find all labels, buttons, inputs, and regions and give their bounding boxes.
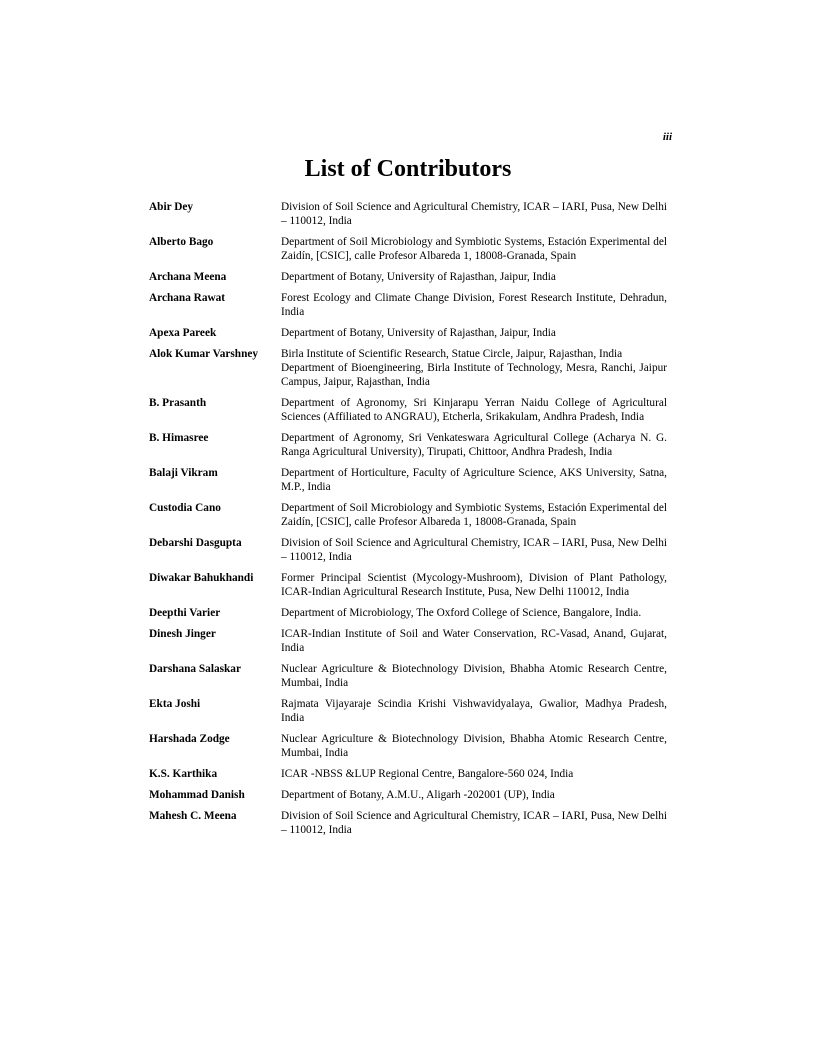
contributor-name: Abir Dey — [149, 201, 194, 213]
contributor-name: Balaji Vikram — [149, 467, 218, 479]
contributor-affiliation — [281, 606, 667, 620]
contributor-entry — [149, 697, 667, 725]
contributor-affiliation — [281, 466, 667, 494]
contributor-name: Alok Kumar Varshney — [149, 348, 259, 360]
contributor-entry — [149, 732, 667, 760]
affiliation-text: Department of Agronomy, Sri Venkateswara Agricultural College (Acharya N. G. Ranga Agricultural University), Tirupati, Chittoor, Andhra Pradesh, India — [281, 432, 667, 458]
affiliation-text: Rajmata Vijayaraje Scindia Krishi Vishwavidyalaya, Gwalior, Madhya Pradesh, India — [281, 698, 667, 724]
contributor-entry — [149, 326, 667, 340]
contributor-entry — [149, 347, 667, 389]
affiliation-text: Nuclear Agriculture & Biotechnology Division, Bhabha Atomic Research Centre, Mumbai, India — [281, 663, 667, 689]
contributor-entry — [149, 536, 667, 564]
affiliation-text: Department of Agronomy, Sri Kinjarapu Yerran Naidu College of Agricultural Sciences (Affiliated to ANGRAU), Etcherla, Srikakulam, Andhra Pradesh, India — [281, 397, 667, 423]
affiliation-text: Department of Horticulture, Faculty of Agriculture Science, AKS University, Satna, M.P., India — [281, 467, 667, 493]
contributor-entry — [149, 501, 667, 529]
contributor-affiliation — [281, 809, 667, 837]
contributor-affiliation — [281, 501, 667, 529]
contributor-entry — [149, 662, 667, 690]
contributor-affiliation — [281, 235, 667, 263]
contributor-name: Debarshi Dasgupta — [149, 537, 242, 549]
contributor-name: Apexa Pareek — [149, 327, 217, 339]
affiliation-text: Department of Botany, University of Rajasthan, Jaipur, India — [281, 271, 556, 283]
contributors-list — [149, 200, 667, 844]
affiliation-text: Division of Soil Science and Agricultural Chemistry, ICAR – IARI, Pusa, New Delhi – 110012, India — [281, 201, 667, 227]
contributor-affiliation — [281, 767, 667, 781]
contributor-name: Mohammad Danish — [149, 789, 245, 801]
contributor-entry — [149, 235, 667, 263]
affiliation-text: Nuclear Agriculture & Biotechnology Division, Bhabha Atomic Research Centre, Mumbai, India — [281, 733, 667, 759]
contributor-affiliation — [281, 571, 667, 599]
affiliation-text: Department of Soil Microbiology and Symbiotic Systems, Estación Experimental del Zaidín, [CSIC], calle Profesor Albareda 1, 18008-Granada, Spain — [281, 502, 667, 528]
contributor-affiliation — [281, 697, 667, 725]
affiliation-text: Division of Soil Science and Agricultural Chemistry, ICAR – IARI, Pusa, New Delhi – 110012, India — [281, 537, 667, 563]
affiliation-text: Department of Botany, University of Rajasthan, Jaipur, India — [281, 327, 556, 339]
contributor-affiliation — [281, 536, 667, 564]
affiliation-text: Division of Soil Science and Agricultural Chemistry, ICAR – IARI, Pusa, New Delhi – 110012, India — [281, 810, 667, 836]
contributor-name: B. Prasanth — [149, 397, 207, 409]
affiliation-text: Forest Ecology and Climate Change Division, Forest Research Institute, Dehradun, India — [281, 292, 667, 318]
page-title: List of Contributors — [304, 156, 512, 182]
affiliation-text: Former Principal Scientist (Mycology-Mushroom), Division of Plant Pathology, ICAR-Indian Agricultural Research Institute, Pusa, New Delhi 110012, India — [281, 572, 667, 598]
contributor-entry — [149, 396, 667, 424]
contributor-entry — [149, 270, 667, 284]
page-number: iii — [662, 131, 672, 143]
contributor-affiliation — [281, 291, 667, 319]
contributor-entry — [149, 291, 667, 319]
affiliation-text: Department of Soil Microbiology and Symbiotic Systems, Estación Experimental del Zaidín, [CSIC], calle Profesor Albareda 1, 18008-Granada, Spain — [281, 236, 667, 262]
contributor-name: Alberto Bago — [149, 236, 214, 248]
affiliation-text: ICAR-Indian Institute of Soil and Water Conservation, RC-Vasad, Anand, Gujarat, India — [281, 628, 667, 654]
contributor-name: Ekta Joshi — [149, 698, 201, 710]
contributor-affiliation — [281, 347, 667, 389]
contributor-entry — [149, 466, 667, 494]
contributor-entry — [149, 767, 667, 781]
contributor-affiliation — [281, 270, 667, 284]
contributor-name: Dinesh Jinger — [149, 628, 216, 640]
contributor-entry — [149, 627, 667, 655]
contributor-affiliation — [281, 431, 667, 459]
contributor-affiliation — [281, 788, 667, 802]
contributor-entry — [149, 606, 667, 620]
contributor-affiliation — [281, 396, 667, 424]
contributor-name: Diwakar Bahukhandi — [149, 572, 254, 584]
contributor-affiliation — [281, 662, 667, 690]
contributor-affiliation — [281, 200, 667, 228]
contributor-entry — [149, 200, 667, 228]
contributor-name: Mahesh C. Meena — [149, 810, 237, 822]
contributor-name: K.S. Karthika — [149, 768, 218, 780]
contributor-entry — [149, 431, 667, 459]
contributor-name: Darshana Salaskar — [149, 663, 241, 675]
affiliation-text: Department of Botany, A.M.U., Aligarh -202001 (UP), India — [281, 789, 555, 801]
affiliation-text: ICAR -NBSS &LUP Regional Centre, Bangalore-560 024, India — [281, 768, 574, 780]
contributor-affiliation — [281, 627, 667, 655]
contributor-name: B. Himasree — [149, 432, 209, 444]
contributor-entry — [149, 788, 667, 802]
contributor-affiliation — [281, 732, 667, 760]
contributor-name: Archana Meena — [149, 271, 227, 283]
contributor-name: Custodia Cano — [149, 502, 221, 514]
contributor-name: Harshada Zodge — [149, 733, 230, 745]
affiliation-text: Department of Microbiology, The Oxford College of Science, Bangalore, India. — [281, 607, 642, 619]
contributor-name: Deepthi Varier — [149, 607, 221, 619]
contributor-entry — [149, 809, 667, 837]
contributor-name: Archana Rawat — [149, 292, 226, 304]
contributor-affiliation — [281, 326, 667, 340]
affiliation-text-secondary: Department of Bioengineering, Birla Institute of Technology, Mesra, Ranchi, Jaipur Campus, Jaipur, Rajasthan, India — [281, 362, 667, 388]
contributor-entry — [149, 571, 667, 599]
affiliation-text: Birla Institute of Scientific Research, Statue Circle, Jaipur, Rajasthan, India — [281, 348, 623, 360]
